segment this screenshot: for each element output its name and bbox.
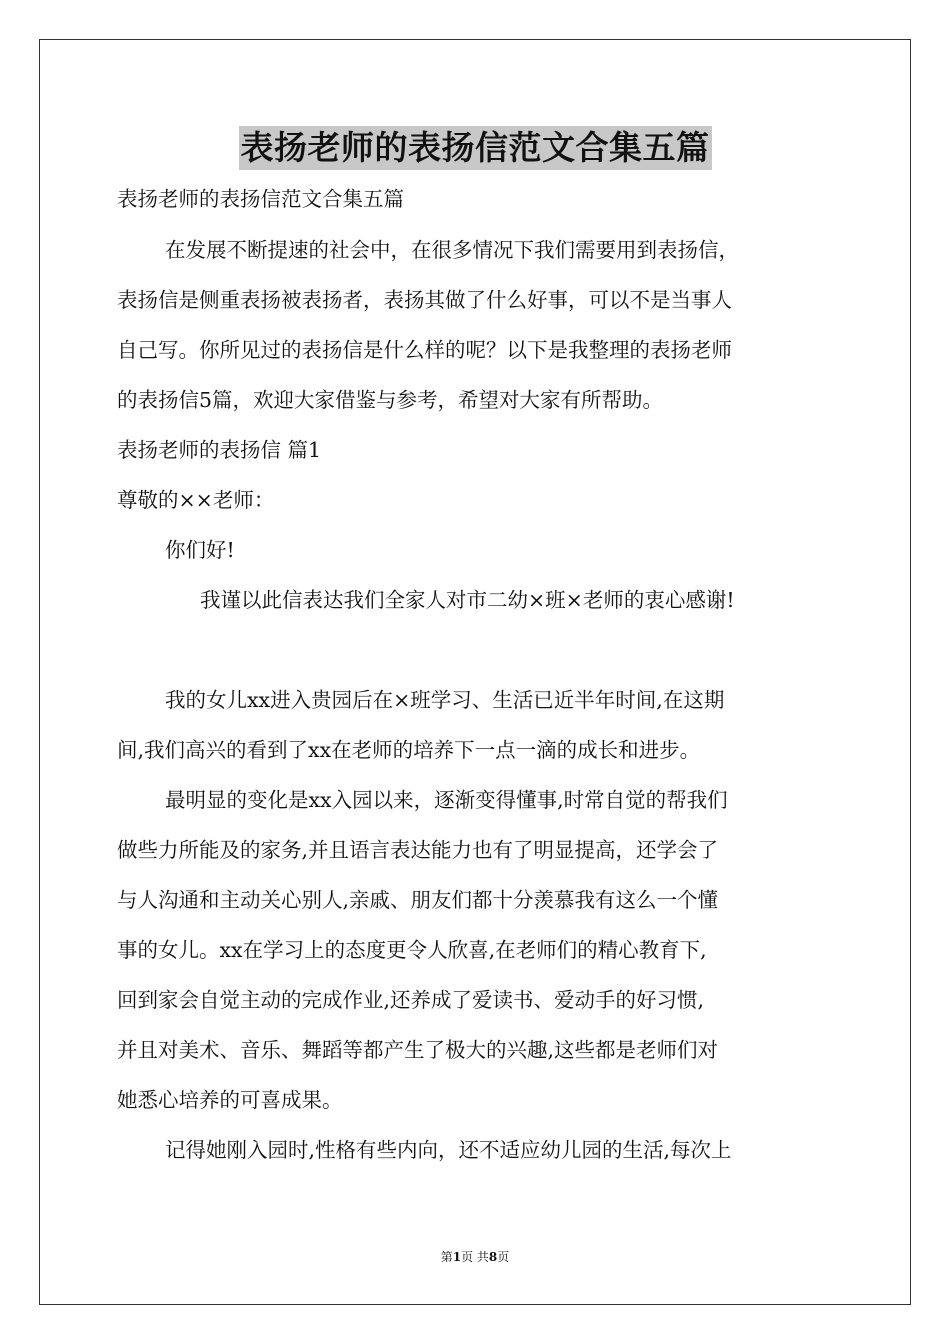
para2-line-6: 并且对美术、音乐、舞蹈等都产生了极大的兴趣,这些都是老师们对 bbox=[117, 1038, 719, 1062]
para2-line-2: 做些力所能及的家务,并且语言表达能力也有了明显提高，还学会了 bbox=[117, 838, 719, 862]
thanks-line: 我谨以此信表达我们全家人对市二幼×班×老师的衷心感谢! bbox=[200, 588, 735, 612]
title-text: 表扬老师的表扬信范文合集五篇 bbox=[239, 126, 712, 170]
page-border bbox=[39, 39, 911, 1305]
footer-suffix: 页 bbox=[497, 1250, 510, 1264]
para3-line-1: 记得她刚入园时,性格有些内向，还不适应幼儿园的生活,每次上 bbox=[165, 1138, 732, 1162]
footer-prefix: 第 bbox=[440, 1250, 453, 1264]
section-heading: 表扬老师的表扬信 篇1 bbox=[117, 438, 322, 462]
greeting: 你们好! bbox=[165, 538, 235, 562]
intro-line-1: 在发展不断提速的社会中，在很多情况下我们需要用到表扬信， bbox=[165, 238, 739, 262]
para2-line-1: 最明显的变化是xx入园以来，逐渐变得懂事,时常自觉的帮我们 bbox=[165, 788, 728, 812]
para2-line-5: 回到家会自觉主动的完成作业,还养成了爱读书、爱动手的好习惯, bbox=[117, 988, 705, 1012]
document-title bbox=[0, 126, 950, 170]
para2-line-7: 她悉心培养的可喜成果。 bbox=[117, 1088, 343, 1112]
subtitle: 表扬老师的表扬信范文合集五篇 bbox=[117, 187, 404, 211]
para2-line-4: 事的女儿。xx在学习上的态度更令人欣喜,在老师们的精心教育下, bbox=[117, 938, 707, 962]
para1-line-2: 间,我们高兴的看到了xx在老师的培养下一点一滴的成长和进步。 bbox=[117, 738, 701, 762]
para1-line-1: 我的女儿xx进入贵园后在×班学习、生活已近半年时间,在这期 bbox=[165, 688, 725, 712]
intro-line-3: 自己写。你所见过的表扬信是什么样的呢？以下是我整理的表扬老师 bbox=[117, 338, 732, 362]
intro-line-2: 表扬信是侧重表扬被表扬者，表扬其做了什么好事，可以不是当事人 bbox=[117, 288, 732, 312]
intro-line-4: 的表扬信5篇，欢迎大家借鉴与参考，希望对大家有所帮助。 bbox=[117, 388, 664, 412]
salutation: 尊敬的××老师： bbox=[117, 488, 275, 512]
footer-page-num: 1 bbox=[452, 1250, 462, 1264]
footer-mid: 页 共 bbox=[461, 1250, 489, 1264]
para2-line-3: 与人沟通和主动关心别人,亲戚、朋友们都十分羡慕我有这么一个懂 bbox=[117, 888, 719, 912]
footer-total: 8 bbox=[488, 1250, 498, 1264]
page-footer bbox=[0, 1248, 950, 1265]
